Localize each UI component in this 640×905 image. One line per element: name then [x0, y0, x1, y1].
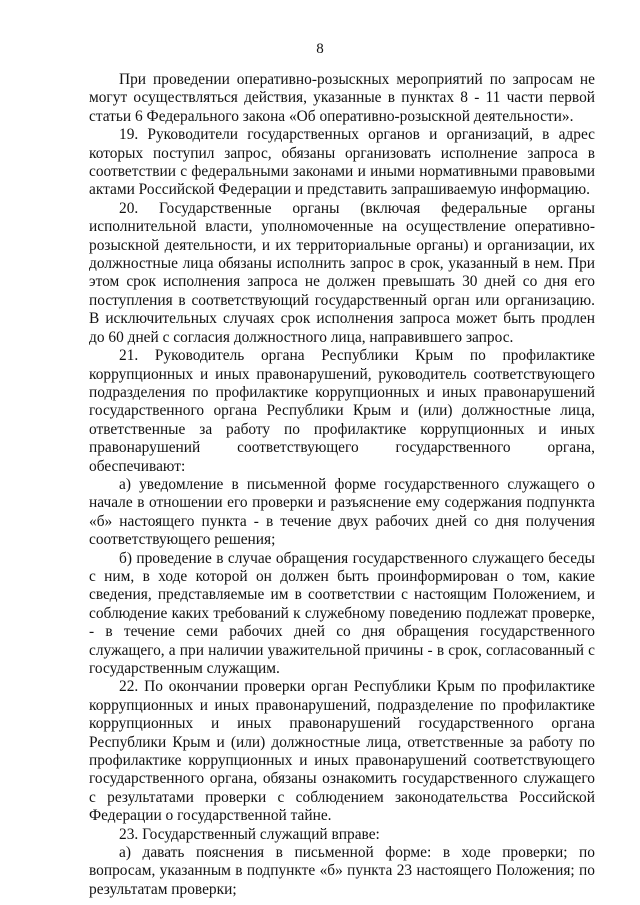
paragraph-21-b: б) проведение в случае обращения государственного служащего беседы с ним, в ходе которой он должен быть проинформирован о том, какие сведения, представляемые им в соответствии с настоящим Положением, и соблюдение каких требований к служебному поведению подлежат проверке, - в течение семи рабочих дней со дня обращения государственного служащего, а при наличии уважительной причины - в срок, согласованный с государственным служащим. [89, 549, 595, 677]
paragraph-22: 22. По окончании проверки орган Республики Крым по профилактике коррупционных и иных правонарушений, подразделение по профилактике коррупционных и иных правонарушений государственного органа Республики Крым и (или) должностные лица, ответственные за работу по профилактике коррупционных и иных правонарушений соответствующего государственного органа, обязаны ознакомить государственного служащего с результатами проверки с соблюдением законодательства Российской Федерации о государственной тайне. [89, 678, 595, 825]
paragraph-23: 23. Государственный служащий вправе: [119, 825, 380, 843]
page-number: 8 [316, 41, 324, 57]
paragraph-21: 21. Руководитель органа Республики Крым по профилактике коррупционных и иных правонарушений, руководитель соответствующего подразделения по профилактике коррупционных и иных правонарушений государственного органа Республики Крым и (или) должностные лица, ответственные за работу по профилактике коррупционных и иных правонарушений соответствующего государственного органа, обеспечивают: [89, 347, 595, 475]
paragraph-19: 19. Руководители государственных органов и организаций, в адрес которых поступил запрос, обязаны организовать исполнение запроса в соответствии с федеральными законами и иными нормативными правовыми актами Российской Федерации и представить запрашиваемую информацию. [89, 126, 595, 199]
paragraph-23-a: а) давать пояснения в письменной форме: в ходе проверки; по вопросам, указанным в подпункте «б» пункта 23 настоящего Положения; по результатам проверки; [89, 844, 595, 898]
document-body [89, 71, 595, 899]
paragraph-search-restrictions: При проведении оперативно-розыскных мероприятий по запросам не могут осуществляться действия, указанные в пунктах 8 - 11 части первой статьи 6 Федерального закона «Об оперативно-розыскной деятельности». [89, 71, 595, 125]
paragraph-20: 20. Государственные органы (включая федеральные органы исполнительной власти, уполномоченные на осуществление оперативно-розыскной деятельности, и их территориальные органы) и организации, их должностные лица обязаны исполнить запрос в срок, указанный в нем. При этом срок исполнения запроса не должен превышать 30 дней со дня его поступления в соответствующий государственный орган или организацию. В исключительных случаях срок исполнения запроса может быть продлен до 60 дней с согласия должностного лица, направившего запрос. [89, 199, 595, 346]
paragraph-21-a: а) уведомление в письменной форме государственного служащего о начале в отношении его проверки и разъяснение ему содержания подпункта «б» настоящего пункта - в течение двух рабочих дней со дня получения соответствующего решения; [89, 475, 595, 549]
